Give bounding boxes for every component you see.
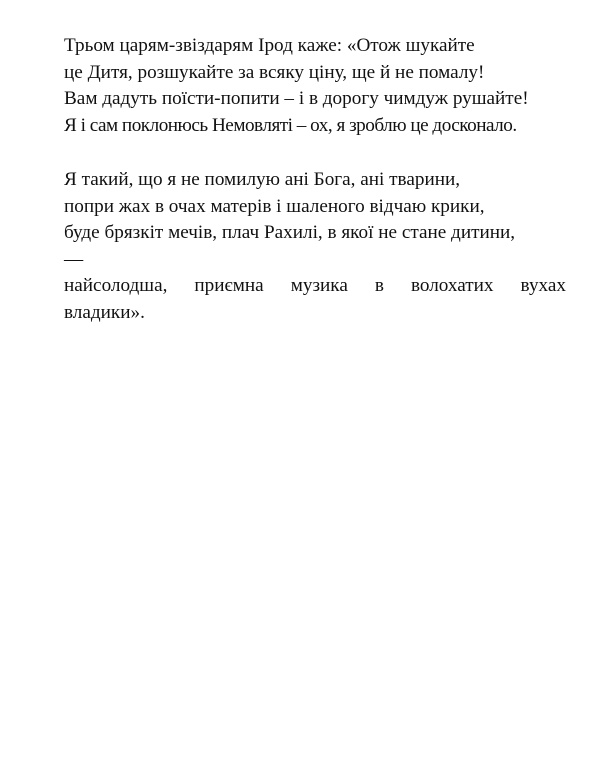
poem-line: це Дитя, розшукайте за всяку ціну, ще й не помалу!	[64, 61, 485, 83]
poem-line: Я і сам поклонюсь Немовляті – ох, я зроблю це досконало.	[64, 114, 517, 136]
stanza-2	[64, 167, 566, 326]
poem-line: найсолодша, приємна музика в волохатих вухах	[64, 275, 566, 296]
poem-line: Трьом царям-звіздарям Ірод каже: «Отож шукайте	[64, 35, 475, 56]
poem-line: Вам дадуть поїсти-попити – і в дорогу чимдуж рушайте!	[64, 88, 529, 109]
stanza-1	[64, 33, 566, 139]
poem-line: попри жах в очах матерів і шаленого відчаю крики,	[64, 195, 485, 217]
poem-line: буде брязкіт мечів, плач Рахилі, в якої не стане дитини,	[64, 222, 516, 243]
poem-line: владики».	[64, 301, 145, 323]
poem-dash: —	[64, 248, 84, 270]
document-page	[64, 33, 566, 326]
poem-line: Я такий, що я не помилую ані Бога, ані тварини,	[64, 169, 461, 190]
